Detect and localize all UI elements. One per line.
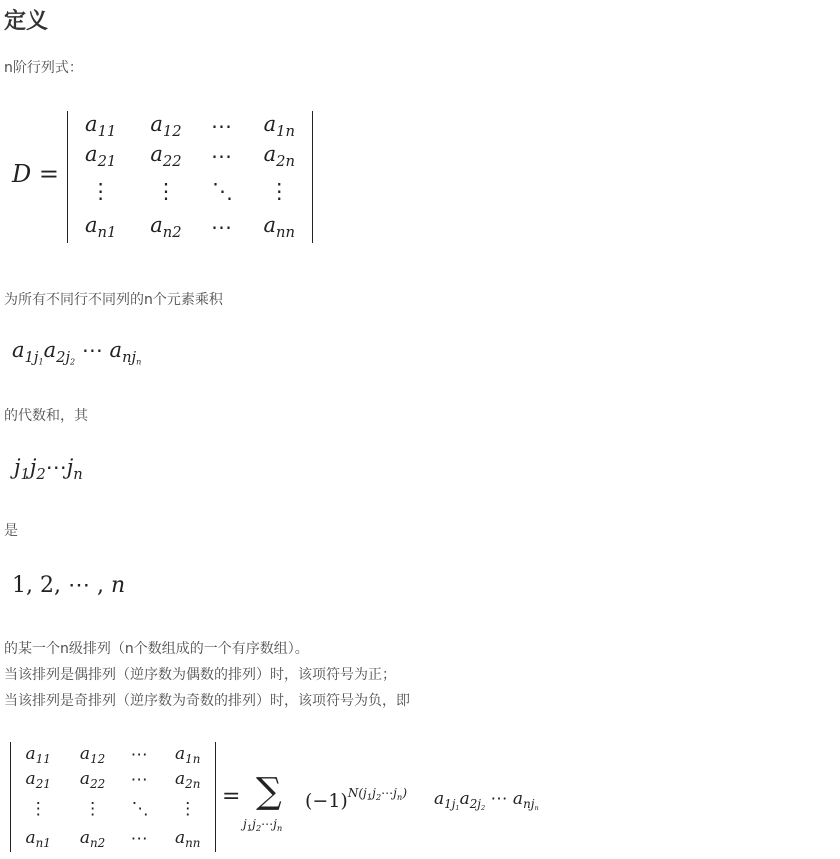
determinant-matrix [67, 111, 313, 243]
text-sum: 的代数和，其 [4, 408, 88, 424]
matrix-cell: ⋯ [211, 215, 235, 239]
matrix-cell: ⋮ [90, 179, 112, 203]
determinant-matrix-final [10, 742, 216, 852]
matrix-cell: $a_{nn}$ [263, 212, 295, 242]
matrix-cell: $a_{12}$ [79, 743, 106, 767]
matrix-cell: $a_{21}$ [25, 768, 51, 792]
matrix-cell: ⋯ [130, 829, 150, 849]
matrix-cell: $a_{n1}$ [25, 827, 51, 851]
matrix-cell: $a_{n2}$ [150, 212, 182, 242]
matrix-cell: $a_{nn}$ [174, 827, 201, 851]
matrix-cell: ⋮ [84, 799, 102, 819]
formula-product: $a_{1j1}a_{2j2}$ ⋯ $a_{njn}$ [12, 338, 142, 367]
text-is: 是 [4, 523, 18, 539]
matrix-cell: ⋮ [155, 179, 177, 203]
sum-index: $j_1j_2\cdots j_n$ [243, 817, 283, 833]
matrix-cell: ⋱ [131, 799, 149, 819]
matrix-cell: ⋮ [268, 179, 290, 203]
page-title: 定义 [4, 9, 49, 34]
matrix-cell: ⋱ [212, 179, 234, 203]
matrix-cell: $a_{21}$ [85, 141, 117, 171]
matrix-cell: $a_{22}$ [150, 141, 182, 171]
matrix-cell: $a_{11}$ [25, 743, 51, 767]
equals-sign: = [222, 784, 241, 809]
matrix-cell: $a_{11}$ [85, 111, 117, 141]
matrix-cell: $a_{12}$ [150, 111, 182, 141]
matrix-cell: ⋯ [211, 144, 235, 168]
text-line-1: 的某一个n级排列（n个数组成的一个有序数组）。 [4, 641, 309, 657]
formula-permutation: $j_1j_2\cdots j_n$ [14, 455, 83, 484]
det-label: D = [12, 160, 59, 188]
matrix-cell: $a_{1n}$ [175, 743, 201, 767]
text-product: 为所有不同行不同列的n个元素乘积 [4, 292, 223, 308]
formula-set: 1, 2, ⋯ , n [12, 573, 126, 598]
matrix-cell: $a_{n1}$ [84, 212, 117, 242]
matrix-cell: $a_{22}$ [79, 768, 106, 792]
matrix-cell: $a_{n2}$ [79, 827, 106, 851]
matrix-cell: ⋯ [130, 770, 150, 790]
text-line-3: 当该排列是奇排列（逆序数为奇数的排列）时，该项符号为负，即 [4, 693, 410, 709]
matrix-cell: $a_{2n}$ [263, 141, 295, 171]
matrix-cell: ⋮ [29, 799, 47, 819]
matrix-cell: ⋮ [179, 799, 197, 819]
matrix-cell: ⋯ [211, 114, 235, 138]
matrix-cell: $a_{1n}$ [263, 111, 295, 141]
intro-text: n阶行列式： [4, 60, 83, 76]
matrix-cell: ⋯ [130, 745, 150, 765]
text-line-2: 当该排列是偶排列（逆序数为偶数的排列）时，该项符号为正； [4, 667, 396, 683]
matrix-cell: $a_{2n}$ [175, 768, 201, 792]
sum-symbol: ∑ [256, 771, 282, 812]
sign-factor: $(-1)^{N(j_1j_2\cdots j_n)}$ [305, 786, 407, 812]
term-product: $a_{1j1}a_{2j2}$ ⋯ $a_{njn}$ [434, 789, 539, 813]
